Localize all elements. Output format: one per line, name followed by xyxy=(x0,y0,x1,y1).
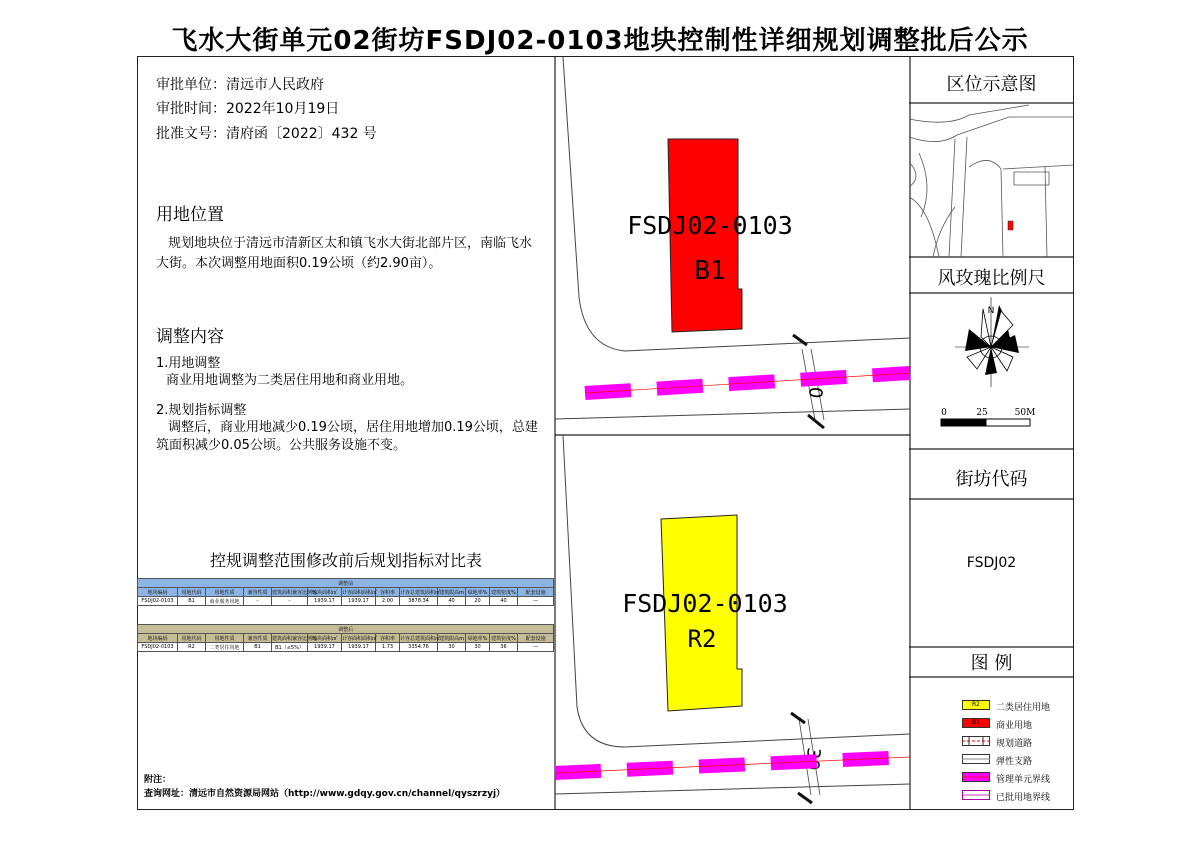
table-header-cell: 计容总建筑面积㎡ xyxy=(400,589,441,596)
road-end-marker xyxy=(791,713,805,723)
table-cell: 30 xyxy=(438,643,466,652)
table-header-cell: 用地性质 xyxy=(206,634,244,643)
before-caption: 调整前 xyxy=(138,579,554,588)
bottom-parcel-use: R2 xyxy=(687,625,717,653)
legend-label-r2: 二类居住用地 xyxy=(996,703,1051,713)
table-cell: — xyxy=(518,643,554,652)
adjust-item2-line2: 筑面积减少0.05公顷。公共服务设施不变。 xyxy=(156,438,406,453)
table-header-cell: 计容面积面积㎡ xyxy=(342,589,378,596)
sidebar-frame xyxy=(909,57,1074,809)
legend-boundary-icon xyxy=(962,772,990,782)
legend-approved-icon xyxy=(962,790,990,800)
table-header-cell: 配套设施 xyxy=(518,634,554,643)
road-end-marker xyxy=(798,793,812,803)
location-line2: 大街。本次调整用地面积0.19公顷（约2.90亩）。 xyxy=(156,256,442,271)
top-parcel-use: B1 xyxy=(694,256,726,286)
road-width-label: 30 xyxy=(804,374,827,400)
table-header-cell: 建筑密度% xyxy=(491,589,516,596)
scale-bar xyxy=(941,419,1030,426)
table-cell: FSDJ02-0103 xyxy=(138,597,178,606)
table-cell: 二类居住用地 xyxy=(206,643,244,652)
legend-branch-road-icon xyxy=(962,754,990,764)
table-header-cell: 绿地率% xyxy=(466,634,490,643)
table-cell: 2.00 xyxy=(376,597,400,606)
table-header-cell: 地块编码 xyxy=(138,588,178,597)
table-cell: 30 xyxy=(466,643,490,652)
legend-road-icon xyxy=(962,736,990,746)
table-header-cell: 计容面积面积㎡ xyxy=(342,635,378,642)
table-cell: 20 xyxy=(466,597,490,606)
table-cell: R2 xyxy=(178,643,206,652)
location-title: 区位示意图 xyxy=(946,74,1037,95)
road-edge xyxy=(555,409,910,419)
north-label: N xyxy=(987,306,995,316)
table-header-cell: 容积率 xyxy=(376,588,400,597)
legend-title: 图 例 xyxy=(970,653,1013,674)
bottom-parcel-code: FSDJ02-0103 xyxy=(622,589,788,618)
location-line1: 规划地块位于清远市清新区太和镇飞水大街北部片区，南临飞水 xyxy=(168,236,533,251)
adjust-item2-line1: 调整后，商业用地减少0.19公顷，居住用地增加0.19公顷，总建 xyxy=(168,420,538,435)
adjust-heading: 调整内容 xyxy=(156,327,224,347)
page-title: 飞水大街单元02街坊FSDJ02-0103地块控制性详细规划调整批后公示 xyxy=(171,26,1029,56)
block-title: 街坊代码 xyxy=(955,469,1028,490)
table-before xyxy=(137,578,554,606)
table-header-cell: 兼容性质 xyxy=(244,588,272,597)
table-cell: 1939.17 xyxy=(342,597,376,606)
table-header-cell: 建筑限高m xyxy=(439,589,464,596)
table-cell: - xyxy=(272,597,308,606)
table-cell: B1 xyxy=(244,643,272,652)
table-cell: 40 xyxy=(438,597,466,606)
legend-label-approved: 已批用地界线 xyxy=(996,793,1051,803)
table-cell: 36 xyxy=(490,643,518,652)
table-header-cell: 用地代码 xyxy=(178,588,206,597)
legend-label-road: 规划道路 xyxy=(996,739,1033,749)
legend-swatch-r2: R2 xyxy=(962,700,990,710)
location-marker xyxy=(1008,221,1013,230)
table-cell: 1939.17 xyxy=(342,643,376,652)
table-cell: FSDJ02-0103 xyxy=(138,643,178,652)
table-header-cell: 建筑面积兼容比例% xyxy=(272,635,317,642)
table-cell: 3878.34 xyxy=(400,597,438,606)
adjust-item1-title: 1.用地调整 xyxy=(156,356,221,371)
location-sketch xyxy=(909,105,1074,257)
planning-map xyxy=(555,57,910,809)
table-header-cell: 计容总建筑面积㎡ xyxy=(400,635,441,642)
table-header-cell: 绿地率% xyxy=(466,588,490,597)
table-header-cell: 建筑限高m xyxy=(439,635,464,642)
adjust-item1-text: 商业用地调整为二类居住用地和商业用地。 xyxy=(166,373,414,388)
approval-time: 审批时间：2022年10月19日 xyxy=(156,101,340,117)
comparison-table xyxy=(137,578,553,652)
table-header-cell: 容积率 xyxy=(376,634,400,643)
road-width-label: 30 xyxy=(801,746,824,772)
road-end-marker xyxy=(808,415,824,428)
block-code: FSDJ02 xyxy=(966,555,1017,571)
notes-label: 附注： xyxy=(144,775,172,785)
approval-doc: 批准文号：清府函〔2022〕432 号 xyxy=(156,126,377,142)
table-after xyxy=(137,624,554,652)
table-header-cell: 兼容性质 xyxy=(244,634,272,643)
table-cell: 商业服务用地 xyxy=(206,597,244,606)
table-cell: 40 xyxy=(490,597,518,606)
legend-label-branch-road: 弹性支路 xyxy=(996,757,1033,767)
table-cell: B1 xyxy=(178,597,206,606)
scale-label-50: 50M xyxy=(1014,408,1036,418)
legend-label-boundary: 管理单元界线 xyxy=(996,775,1051,785)
table-header-cell: 用地代码 xyxy=(178,634,206,643)
legend-label-b1: 商业用地 xyxy=(996,721,1033,731)
adjust-item2-title: 2.规划指标调整 xyxy=(156,403,247,418)
location-heading: 用地位置 xyxy=(156,205,224,225)
table-header-cell: 配套设施 xyxy=(518,588,554,597)
top-parcel-code: FSDJ02-0103 xyxy=(627,211,793,240)
table-cell: B1（≤5%） xyxy=(272,643,308,652)
scale-label-0: 0 xyxy=(941,408,947,418)
table-cell: 1939.17 xyxy=(308,643,342,652)
table-header-cell: 建筑密度% xyxy=(491,635,516,642)
table-cell: 1.73 xyxy=(376,643,400,652)
road-edge xyxy=(555,784,910,794)
table-cell: 1939.17 xyxy=(308,597,342,606)
table-header-cell: 地块面积㎡ xyxy=(308,634,342,643)
table-header-cell: 地块面积㎡ xyxy=(308,588,342,597)
scale-label-25: 25 xyxy=(976,408,988,418)
table-title: 控规调整范围修改前后规划指标对比表 xyxy=(209,551,482,570)
notes-website: 查询网址：清远市自然资源局网站（http://www.gdqy.gov.cn/channel/qyszrzyj） xyxy=(144,789,506,799)
table-header-cell: 建筑面积兼容比例% xyxy=(272,589,317,596)
table-cell: — xyxy=(518,597,554,606)
table-header-cell: 地块编码 xyxy=(138,634,178,643)
table-cell: - xyxy=(244,597,272,606)
after-caption: 调整后 xyxy=(138,625,554,634)
rose-title: 风玫瑰比例尺 xyxy=(937,268,1046,289)
table-cell: 3354.76 xyxy=(400,643,438,652)
table-header-cell: 用地性质 xyxy=(206,588,244,597)
legend-swatch-b1: B1 xyxy=(962,718,990,728)
approval-unit: 审批单位：清远市人民政府 xyxy=(156,77,324,93)
